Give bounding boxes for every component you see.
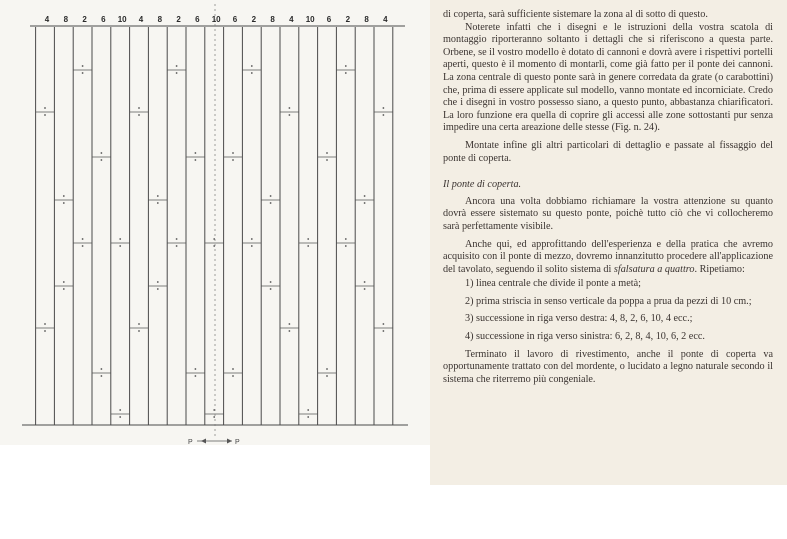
- treenail-dot: [383, 114, 385, 116]
- stern-label: P: [188, 439, 193, 445]
- plank-length-label: 2: [251, 15, 257, 24]
- treenail-dot: [383, 323, 385, 325]
- treenail-dot: [44, 330, 46, 332]
- treenail-dot: [232, 152, 234, 154]
- steps-list: [443, 278, 773, 343]
- treenail-dot: [364, 195, 366, 197]
- treenail-dot: [176, 72, 178, 74]
- paragraph-4: Ancora una volta dobbiamo richiamare la vostra attenzione su quanto dovrà essere sistemato su questo ponte, poichè tutto ciò che vi collocheremo sarà perfettamente visibile.: [443, 195, 773, 232]
- step-item: 2) prima striscia in senso verticale da poppa a prua da pezzi di 10 cm.;: [465, 295, 752, 307]
- plank-length-label: 4: [44, 15, 50, 24]
- treenail-dot: [101, 375, 103, 377]
- treenail-dot: [119, 416, 121, 418]
- treenail-dot: [82, 72, 84, 74]
- plank-length-label: 10: [117, 15, 127, 24]
- paragraph-5-italic: sfalsatura a quattro: [613, 263, 695, 275]
- treenail-dot: [345, 72, 347, 74]
- treenail-dot: [138, 114, 140, 116]
- treenail-dot: [82, 245, 84, 247]
- treenail-dot: [307, 245, 309, 247]
- paragraph-1: di coperta, sarà sufficiente sistemare la zona al di sotto di questo.: [443, 9, 708, 20]
- treenail-dot: [63, 195, 65, 197]
- treenail-dot: [232, 368, 234, 370]
- treenail-dot: [195, 152, 197, 154]
- treenail-dot: [44, 107, 46, 109]
- treenail-dot: [138, 330, 140, 332]
- treenail-dot: [101, 152, 103, 154]
- treenail-dot: [270, 281, 272, 283]
- treenail-dot: [138, 107, 140, 109]
- paragraph-5-prefix: Anche qui, ed approfittando dell'esperienza e della pratica che avremo acquisito con il ponte di mezzo, dovremo innanzitutto procedere all'applicazione del tavolato, seguendo il solito sistema di: [443, 238, 773, 275]
- treenail-dot: [289, 114, 291, 116]
- treenail-dot: [307, 416, 309, 418]
- treenail-dot: [44, 323, 46, 325]
- arrow-head-right: [227, 439, 232, 444]
- treenail-dot: [326, 375, 328, 377]
- plank-length-label: 6: [101, 15, 106, 24]
- treenail-dot: [326, 159, 328, 161]
- treenail-dot: [119, 238, 121, 240]
- plank-length-label: 2: [82, 15, 87, 24]
- treenail-dot: [326, 152, 328, 154]
- paragraph-2: Noterete infatti che i disegni e le istruzioni della vostra scatola di montaggio riporteranno soltanto i dettagli che si riferiscono a questa parte. Orbene, se il vostro modello è dotato di cannoni e dovrà avere i rispettivi portelli aperti, questo è il momento di montarli, come già fatto per il ponte dei cannoni. La zona centrale di questo ponte sarà in genere corredata da grate (o carabottini) che, prima di essere applicate sul modello, vanno montate ed incorniciate. Credo che i disegni in vostro possesso siano, a questo punto, abbastanza chiarificatori. La loro funzione era quella di coprire gli accessi alle zone sottostanti pur senza impedire una certa areazione delle stesse (Fig. n. 24).: [443, 21, 773, 134]
- treenail-dot: [101, 368, 103, 370]
- plank-length-label: 2: [345, 15, 351, 24]
- plank-length-label: 4: [138, 15, 144, 24]
- treenail-dot: [345, 245, 347, 247]
- treenail-dot: [119, 409, 121, 411]
- treenail-dot: [44, 114, 46, 116]
- treenail-dot: [82, 238, 84, 240]
- treenail-dot: [289, 330, 291, 332]
- treenail-dot: [251, 72, 253, 74]
- paragraph-3: Montate infine gli altri particolari di dettaglio e passate al fissaggio del ponte di coperta.: [443, 139, 773, 164]
- deck-planking-svg: [0, 0, 430, 445]
- treenail-dot: [289, 107, 291, 109]
- plank-length-label: 8: [157, 15, 163, 24]
- text-page: [430, 0, 787, 485]
- plank-length-label: 6: [326, 15, 332, 24]
- treenail-dot: [138, 323, 140, 325]
- treenail-dot: [345, 238, 347, 240]
- paragraph-6: Terminato il lavoro di rivestimento, anche il ponte di coperta va opportunamente trattato con del mordente, o lucidato a legno naturale secondo il sistema che riterremo più congeniale.: [443, 348, 773, 385]
- plank-length-label: 4: [289, 15, 294, 24]
- treenail-dot: [270, 195, 272, 197]
- treenail-dot: [232, 375, 234, 377]
- treenail-dot: [82, 65, 84, 67]
- treenail-dot: [326, 368, 328, 370]
- treenail-dot: [251, 245, 253, 247]
- treenail-dot: [157, 288, 159, 290]
- treenail-dot: [270, 288, 272, 290]
- plank-length-label: 6: [232, 15, 238, 24]
- plank-length-label: 6: [195, 15, 200, 24]
- treenail-dot: [345, 65, 347, 67]
- treenail-dot: [364, 288, 366, 290]
- planking-diagram: [0, 0, 430, 445]
- plank-length-label: 10: [305, 15, 315, 24]
- treenail-dot: [289, 323, 291, 325]
- treenail-dot: [213, 416, 215, 418]
- treenail-dot: [251, 65, 253, 67]
- treenail-dot: [63, 288, 65, 290]
- treenail-dot: [195, 159, 197, 161]
- treenail-dot: [364, 281, 366, 283]
- plank-length-label: 8: [270, 15, 275, 24]
- treenail-dot: [176, 65, 178, 67]
- treenail-dot: [157, 195, 159, 197]
- paragraph-5: [443, 239, 773, 277]
- section-title: Il ponte di coperta.: [443, 179, 522, 191]
- treenail-dot: [270, 202, 272, 204]
- treenail-dot: [383, 330, 385, 332]
- treenail-dot: [307, 409, 309, 411]
- treenail-dot: [176, 238, 178, 240]
- step-item: 3) successione in riga verso destra: 4, 8, 2, 6, 10, 4 ecc.;: [465, 313, 693, 325]
- plank-length-label: 8: [63, 15, 69, 24]
- plank-length-label: 4: [383, 15, 388, 24]
- treenail-dot: [157, 281, 159, 283]
- plank-length-label: 10: [211, 15, 221, 24]
- treenail-dot: [383, 107, 385, 109]
- plank-length-label: 8: [364, 15, 369, 24]
- plank-length-label: 2: [176, 15, 181, 24]
- treenail-dot: [157, 202, 159, 204]
- arrow-head-left: [201, 439, 206, 444]
- step-item: 1) linea centrale che divide il ponte a metà;: [465, 278, 641, 290]
- treenail-dot: [364, 202, 366, 204]
- paragraph-5-suffix: . Ripetiamo:: [694, 263, 745, 275]
- treenail-dot: [195, 368, 197, 370]
- treenail-dot: [176, 245, 178, 247]
- treenail-dot: [63, 202, 65, 204]
- treenail-dot: [63, 281, 65, 283]
- treenail-dot: [195, 375, 197, 377]
- treenail-dot: [101, 159, 103, 161]
- treenail-dot: [251, 238, 253, 240]
- treenail-dot: [307, 238, 309, 240]
- treenail-dot: [232, 159, 234, 161]
- step-item: 4) successione in riga verso sinistra: 6, 2, 8, 4, 10, 6, 2 ecc.: [465, 331, 705, 343]
- bow-label: P: [235, 439, 240, 445]
- treenail-dot: [119, 245, 121, 247]
